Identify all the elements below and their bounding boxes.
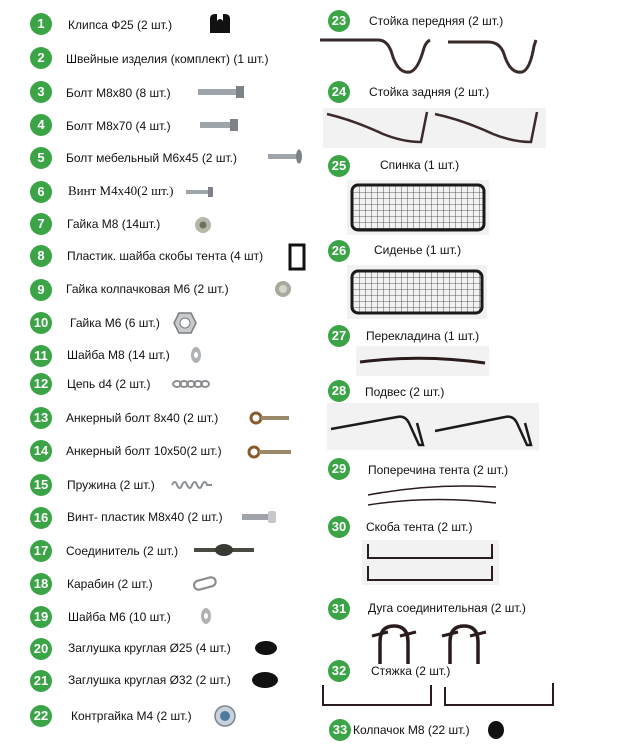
item-label: Анкерный болт 10х50(2 шт.) [66, 444, 222, 458]
item-number-badge: 32 [328, 660, 350, 682]
item-number-badge: 4 [30, 114, 52, 136]
washer-icon [198, 607, 214, 625]
backrest-icon [347, 180, 489, 235]
item-label: Спинка (1 шт.) [380, 158, 460, 172]
connector-icon [194, 543, 256, 557]
crossbar-photo [356, 346, 489, 376]
seat-photo [347, 265, 487, 319]
item-number-badge: 16 [30, 507, 52, 529]
item-label: Колпачок М8 (22 шт.) [353, 723, 470, 737]
item-number-badge: 31 [328, 598, 350, 620]
item-label: Винт М4х40(2 шт.) [68, 183, 174, 198]
canopy-crossbar-icon [366, 481, 498, 511]
crossbar-icon [356, 346, 489, 376]
nut-icon [194, 216, 212, 234]
item-label: Стяжка (2 шт.) [371, 664, 451, 678]
item-number-badge: 11 [30, 345, 52, 367]
item-number-badge: 6 [30, 181, 52, 203]
item-label: Винт- пластик М8х40 (2 шт.) [67, 510, 223, 524]
connecting-arc-icon [370, 618, 490, 666]
item-number-badge: 5 [30, 147, 52, 169]
item-number-badge: 15 [30, 474, 52, 496]
item-label: Шайба М8 (14 шт.) [67, 348, 170, 362]
tie-rod-icon [319, 681, 559, 711]
item-number-badge: 20 [30, 638, 52, 660]
canopy-bracket-photo [362, 540, 499, 585]
item-number-badge: 13 [30, 407, 52, 429]
item-label: Перекладина (1 шт.) [366, 329, 480, 343]
item-number-badge: 9 [30, 279, 52, 301]
item-number-badge: 22 [30, 705, 52, 727]
item-label: Шайба М6 (10 шт.) [68, 610, 171, 624]
item-label: Дуга соединительная (2 шт.) [368, 601, 526, 615]
item-label: Швейные изделия (комплект) (1 шт.) [66, 52, 269, 66]
item-number-badge: 18 [30, 573, 52, 595]
item-number-badge: 10 [30, 312, 52, 334]
cap-icon [486, 719, 506, 741]
plastic-washer-icon [288, 243, 306, 271]
carabiner-icon [192, 576, 218, 592]
furniture-bolt-icon [268, 149, 304, 165]
bolt-icon [198, 85, 246, 99]
screw-icon [186, 186, 216, 198]
round-cap-icon [250, 670, 280, 690]
item-number-badge: 27 [328, 325, 350, 347]
item-label: Скоба тента (2 шт.) [366, 520, 473, 534]
item-label: Контргайка М4 (2 шт.) [71, 709, 192, 723]
item-number-badge: 3 [30, 81, 52, 103]
item-label: Пластик. шайба скобы тента (4 шт) [67, 249, 264, 263]
item-label: Гайка М8 (14шт.) [67, 217, 161, 231]
item-number-badge: 2 [30, 47, 52, 69]
item-label: Карабин (2 шт.) [67, 577, 153, 591]
item-number-badge: 12 [30, 373, 52, 395]
item-label: Цепь d4 (2 шт.) [67, 377, 151, 391]
washer-icon [188, 346, 204, 364]
rear-post-photo [323, 108, 546, 148]
item-number-badge: 28 [328, 380, 350, 402]
item-label: Соединитель (2 шт.) [66, 544, 179, 558]
hanger-photo [327, 403, 539, 450]
item-number-badge: 1 [30, 13, 52, 35]
item-label: Заглушка круглая Ø32 (2 шт.) [68, 673, 231, 687]
round-cap-icon [253, 638, 279, 656]
item-label: Стойка передняя (2 шт.) [369, 14, 504, 28]
item-label: Стойка задняя (2 шт.) [369, 85, 490, 99]
hex-nut-icon [173, 311, 197, 335]
item-label: Болт мебельный М6х45 (2 шт.) [66, 151, 237, 165]
lock-nut-icon [213, 704, 237, 728]
eye-bolt-icon [249, 410, 291, 426]
item-label: Сиденье (1 шт.) [374, 243, 462, 257]
item-number-badge: 26 [328, 240, 350, 262]
item-label: Болт М8х70 (4 шт.) [66, 119, 171, 133]
item-number-badge: 29 [328, 458, 350, 480]
item-label: Подвес (2 шт.) [365, 385, 445, 399]
front-post-icon [318, 36, 546, 78]
item-number-badge: 25 [328, 155, 350, 177]
rear-post-icon [323, 108, 546, 148]
item-number-badge: 19 [30, 606, 52, 628]
item-label: Заглушка круглая Ø25 (4 шт.) [68, 641, 231, 655]
item-label: Поперечина тента (2 шт.) [368, 463, 509, 477]
item-number-badge: 23 [328, 10, 350, 32]
hanger-icon [327, 403, 539, 450]
spring-icon [171, 477, 213, 493]
eye-bolt-icon [247, 444, 293, 460]
canopy-bracket-icon [362, 540, 499, 585]
item-label: Пружина (2 шт.) [67, 478, 155, 492]
item-label: Клипса Ф25 (2 шт.) [68, 18, 173, 32]
cap-nut-icon [274, 280, 292, 298]
item-label: Гайка колпачковая М6 (2 шт.) [66, 282, 229, 296]
clip-icon [207, 13, 233, 35]
item-number-badge: 30 [328, 516, 350, 538]
item-label: Болт М8х80 (8 шт.) [66, 86, 171, 100]
item-number-badge: 21 [30, 670, 52, 692]
item-number-badge: 24 [328, 81, 350, 103]
item-label: Анкерный болт 8х40 (2 шт.) [66, 411, 219, 425]
item-number-badge: 17 [30, 540, 52, 562]
item-number-badge: 14 [30, 440, 52, 462]
item-number-badge: 33 [329, 719, 351, 741]
item-label: Гайка М6 (6 шт.) [70, 316, 160, 330]
chain-icon [172, 378, 210, 390]
plastic-screw-icon [242, 510, 278, 524]
seat-icon [347, 265, 487, 319]
backrest-photo [347, 180, 489, 235]
bolt-icon [200, 118, 240, 132]
item-number-badge: 7 [30, 213, 52, 235]
item-number-badge: 8 [30, 245, 52, 267]
